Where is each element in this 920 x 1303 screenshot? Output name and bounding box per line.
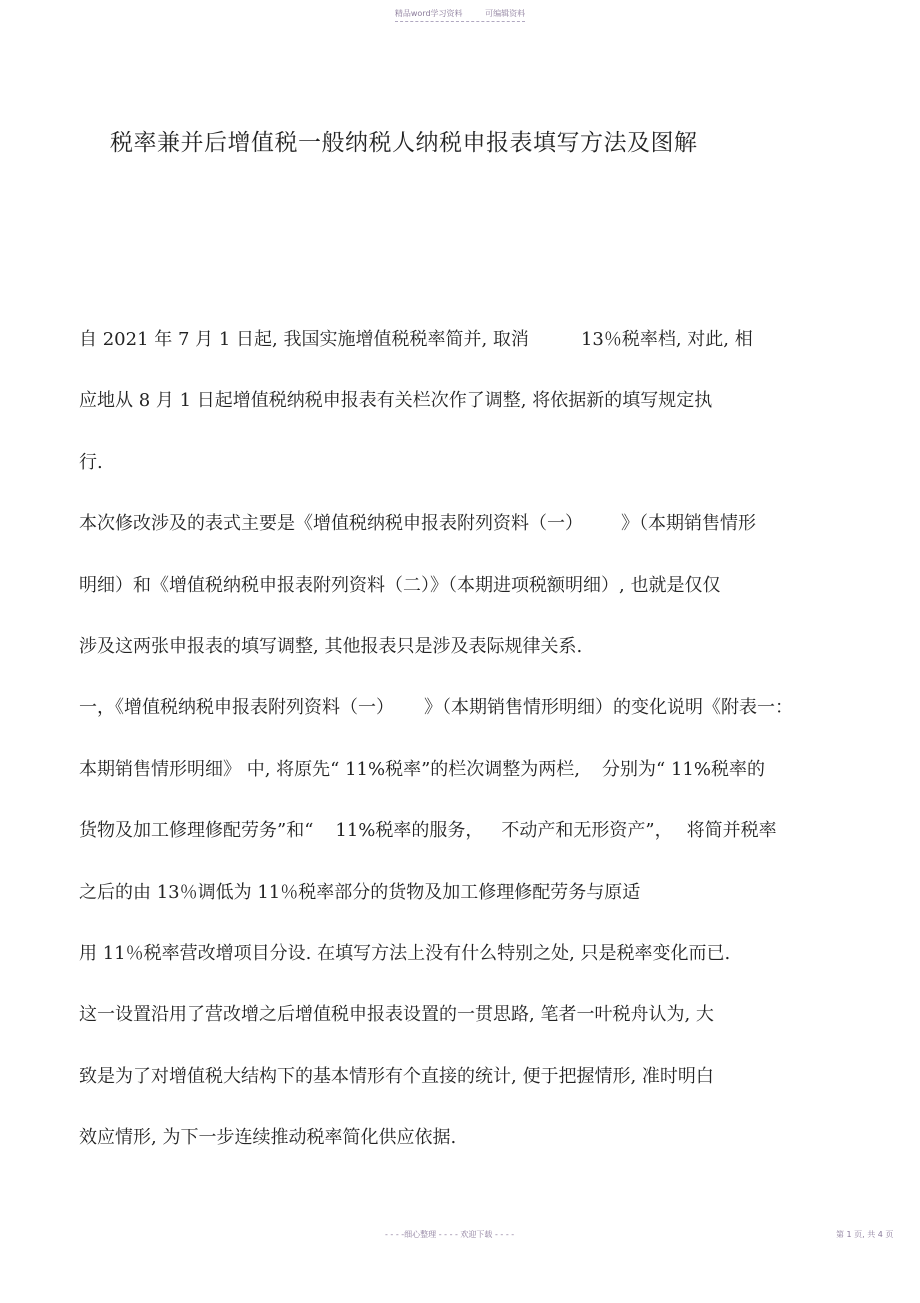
line-segment: 明细）和《增值税纳税申报表附列资料（二）》（本期进项税额明细）, 也就是仅仅 xyxy=(79,574,721,596)
body-line xyxy=(79,322,859,383)
line-segment: 13％税率档, 对此, 相 xyxy=(580,329,753,350)
line-segment: 致是为了对增值税大结构下的基本情形有个直接的统计, 便于把握情形, 准时明白 xyxy=(79,1065,714,1087)
body-line xyxy=(79,568,859,629)
body-line xyxy=(79,1059,859,1120)
line-segment: 应地从 8 月 1 日起增值税纳税申报表有关栏次作了调整, 将依据新的填写规定执 xyxy=(79,390,713,412)
line-segment: 自 2021 年 7 月 1 日起, 我国实施增值税税率简并, 取消 xyxy=(79,329,529,350)
body-line xyxy=(79,383,859,444)
body-line xyxy=(79,506,859,567)
body-line xyxy=(79,445,859,506)
line-segment: 行. xyxy=(79,451,103,473)
line-segment: 这一设置沿用了营改增之后增值税申报表设置的一贯思路, 笔者一叶税舟认为, 大 xyxy=(79,1004,714,1026)
line-segment: 货物及加工修理修配劳务”和“ xyxy=(79,820,314,842)
line-segment: 效应情形, 为下一步连续推动税率简化供应依据. xyxy=(79,1127,457,1149)
line-segment: 不动产和无形资产”， xyxy=(501,820,673,842)
body-line xyxy=(79,813,859,874)
line-segment: 》（本期销售情形明细）的变化说明《附表一： xyxy=(424,697,793,719)
body-line xyxy=(79,752,859,813)
line-segment: 11%税率的服务， xyxy=(335,820,484,842)
line-segment: 》（本期销售情形 xyxy=(621,513,756,535)
line-segment: 一，《增值税纳税申报表附列资料（一） xyxy=(79,697,394,719)
page-header xyxy=(0,8,920,22)
header-left-text: 精品word学习资料 xyxy=(394,9,463,18)
document-body xyxy=(79,322,859,1181)
footer-center-text: - - - -细心整理 - - - - 欢迎下载 - - - - xyxy=(385,1230,515,1239)
document-title: 税率兼并后增值税一般纳税人纳税申报表填写方法及图解 xyxy=(110,130,698,156)
page-number: 第 1 页, 共 4 页 xyxy=(836,1230,894,1239)
line-segment: 本期销售情形明细》 中, 将原先“ 11%税率”的栏次调整为两栏, xyxy=(79,758,581,780)
header-right-text: 可编辑资料 xyxy=(485,9,526,18)
line-segment: 分别为“ 11%税率的 xyxy=(602,758,765,780)
body-line xyxy=(79,875,859,936)
line-segment: 用 11％税率营改增项目分设. 在填写方法上没有什么特别之处, 只是税率变化而已. xyxy=(79,942,731,964)
line-segment: 之后的由 13％调低为 11％税率部分的货物及加工修理修配劳务与原适 xyxy=(79,881,641,903)
body-line xyxy=(79,997,859,1058)
body-line xyxy=(79,936,859,997)
line-segment: 涉及这两张申报表的填写调整, 其他报表只是涉及表际规律关系. xyxy=(79,635,583,657)
body-line xyxy=(79,629,859,690)
line-segment: 将简并税率 xyxy=(686,820,777,842)
line-segment: 本次修改涉及的表式主要是《增值税纳税申报表附列资料（一） xyxy=(79,513,583,535)
body-line xyxy=(79,690,859,751)
header-divider xyxy=(395,21,525,22)
body-line xyxy=(79,1120,859,1181)
